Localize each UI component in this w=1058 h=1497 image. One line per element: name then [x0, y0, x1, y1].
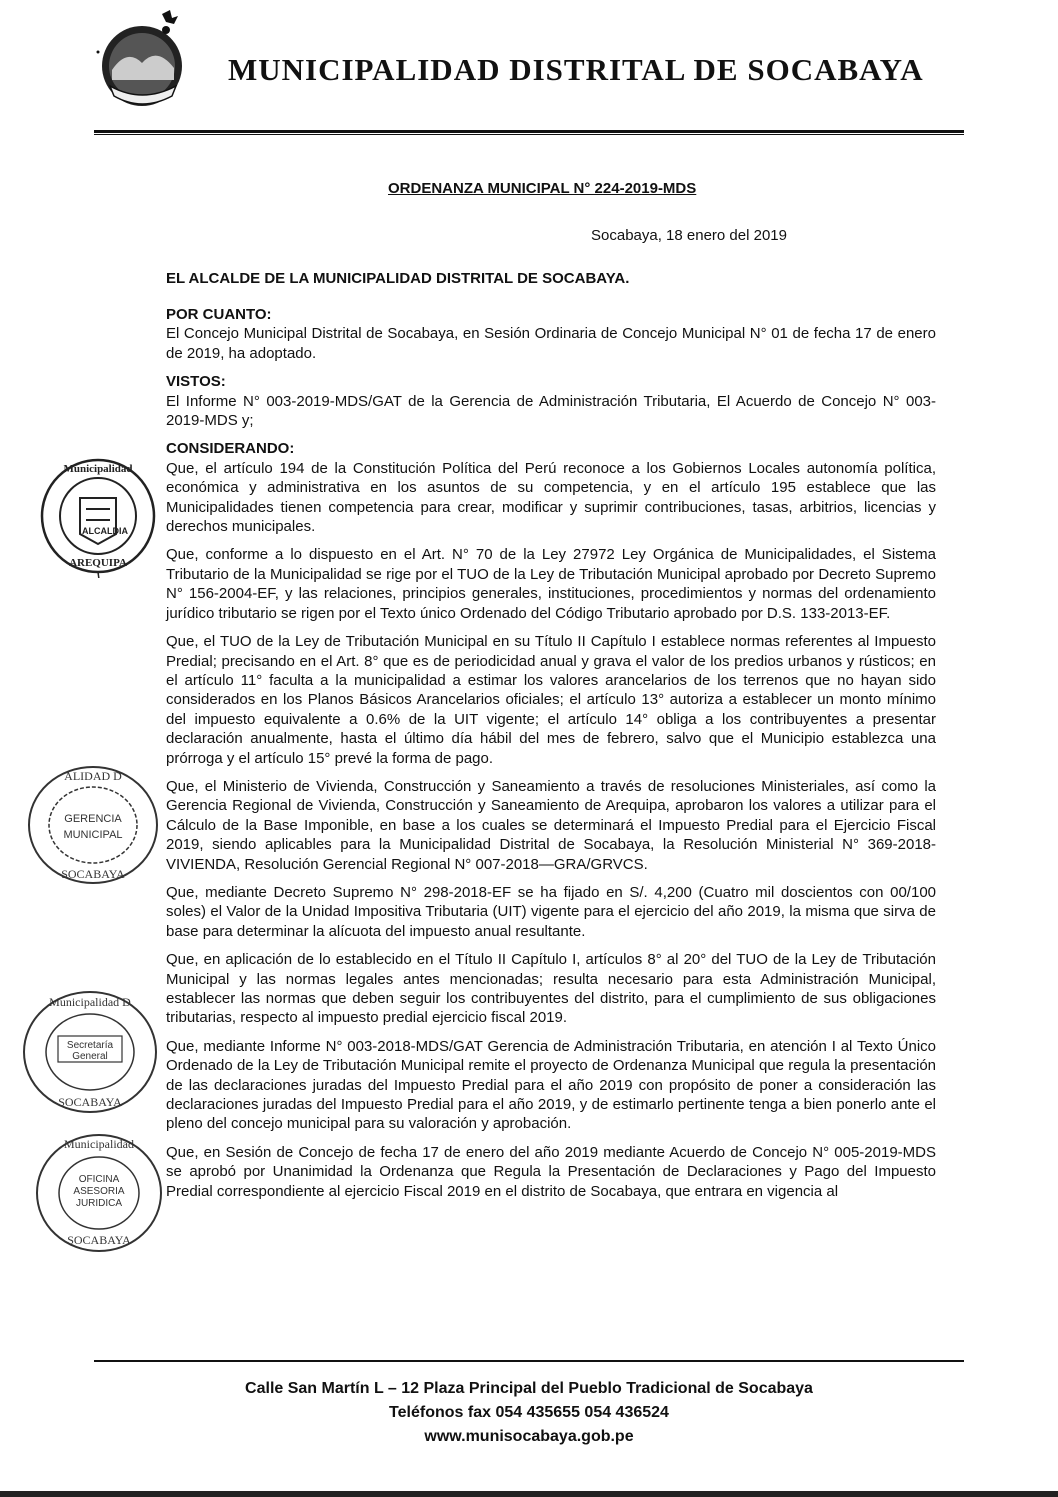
svg-text:Secretaría: Secretaría [66, 1040, 114, 1051]
svg-text:AREQUIPA: AREQUIPA [69, 557, 127, 569]
svg-text:OFICINA: OFICINA [78, 1174, 120, 1185]
footer-website: www.munisocabaya.gob.pe [424, 1428, 634, 1445]
svg-text:Municipalidad: Municipalidad [63, 463, 133, 475]
footer-address: Calle San Martín L – 12 Plaza Principal del Pueblo Tradicional de Socabaya [245, 1380, 813, 1397]
considerando-paragraph: Que, mediante Informe N° 003-2018-MDS/GAT Gerencia de Administración Tributaria, en atención I al Texto Único Ordenado de la Ley de Tributación Municipal remite el proyecto de Ordenanza Municipal que regula la presentación de las declaraciones juradas del Impuesto Predial para el año 2019 con propósito de poner a consideración las declaraciones juradas del Impuesto Predial para el año 2019, y de estimarlo pertinente tenga a bien ponerlo ante el pleno del concejo municipal para su valoración y aprobación. [166, 1037, 936, 1133]
svg-text:ALIDAD D: ALIDAD D [64, 769, 122, 783]
ordinance-date: Socabaya, 18 enero del 2019 [591, 227, 787, 244]
municipality-header-title: MUNICIPALIDAD DISTRITAL DE SOCABAYA [228, 52, 924, 87]
svg-text:Municipalidad D: Municipalidad D [49, 995, 131, 1009]
issuer-line: EL ALCALDE DE LA MUNICIPALIDAD DISTRITAL DE SOCABAYA. [166, 270, 630, 287]
document-body [166, 305, 936, 1210]
stamp-alcaldia [36, 454, 160, 578]
considerando-paragraph: Que, conforme a lo dispuesto en el Art. N° 70 de la Ley 27972 Ley Orgánica de Municipalidades, el Sistema Tributario de la Municipalidad se rige por el TUO de la Ley de Tributación Municipal aprobado por Decreto Supremo N° 156-2004-EF, y las relaciones, principios generales, instituciones, procedimientos y normas del ordenamiento jurídico tributario se rigen por el Texto único Ordenado del Código Tributario aprobado por D.S. 133-2013-EF. [166, 546, 936, 622]
svg-text:General: General [72, 1051, 108, 1062]
svg-text:ALCALDIA: ALCALDIA [82, 526, 128, 536]
svg-text:JURIDICA: JURIDICA [75, 1198, 123, 1209]
svg-text:ASESORIA: ASESORIA [73, 1186, 125, 1197]
svg-text:SOCABAYA: SOCABAYA [67, 1233, 131, 1247]
section-heading-considerando: CONSIDERANDO: [166, 440, 295, 458]
por-cuanto-text: El Concejo Municipal Distrital de Socabaya, en Sesión Ordinaria de Concejo Municipal N° 01 de fecha 17 de enero de 2019, ha adoptado. [166, 325, 936, 362]
considerando-paragraph: Que, el Ministerio de Vivienda, Construcción y Saneamiento a través de resoluciones Ministeriales, así como la Gerencia Regional de Vivienda, Construcción y Saneamiento de Arequipa, aprobaron los valores a utilizar para el Cálculo de la Base Imponible, en base a los cuales se determinará el Impuesto Predial para el Ejercicio Fiscal 2019, siendo aplicables para la Municipalidad Distrital de Socabaya, la Resolución Ministerial N° 369-2018-VIVIENDA, Resolución Gerencial Regional N° 007-2018—GRA/GRVCS. [166, 777, 936, 873]
considerando-paragraph: Que, en Sesión de Concejo de fecha 17 de enero del año 2019 mediante Acuerdo de Concejo N° 005-2019-MDS se aprobó por Unanimidad la Ordenanza que Regula la Presentación de Declaraciones y Pago del Impuesto Predial correspondiente al ejercicio Fiscal 2019 en el distrito de Socabaya, que entrara en vigencia al [166, 1143, 936, 1200]
svg-text:SOCABAYA: SOCABAYA [58, 1095, 122, 1109]
stamp-secretaria-general [14, 984, 166, 1120]
considerando-paragraph: Que, en aplicación de lo establecido en el Título II Capítulo I, artículos 8° al 20° del TUO de la Ley de Tributación Municipal y las normas legales antes mencionadas; resulta necesario para esta Administración Municipal, establecer las normas que deben seguir los contribuyentes del distrito, para el cumplimiento de sus obligaciones tributarias, respecto al impuesto predial ejercicio fiscal 2019. [166, 951, 936, 1027]
considerando-paragraph: Que, el artículo 194 de la Constitución Política del Perú reconoce a los Gobiernos Locales autonomía política, económica y administrativa en los asuntos de su competencia, y en el artículo 195 establece que las Municipalidades tienen competencia para crear, modificar y suprimir contribuciones, tasas, arbitrios, licencias y derechos municipales. [166, 459, 936, 536]
svg-text:GERENCIA: GERENCIA [64, 813, 122, 825]
section-heading-por-cuanto: POR CUANTO: [166, 306, 272, 323]
stamp-asesoria-juridica [30, 1128, 168, 1258]
header-divider [94, 130, 964, 133]
footer [0, 1377, 1058, 1449]
considerando-paragraph: Que, el TUO de la Ley de Tributación Municipal en su Título II Capítulo I establece normas referentes al Impuesto Predial; precisando en el Art. 8° que es de periodicidad anual y grava el valor de los predios urbanos y rústicos; en el artículo 11° faculta a la municipalidad a estimar los valores arancelarios de los terrenos que no hayan sido considerados en los Planos Básicos Arancelarios oficiales; el artículo 13° autoriza a establecer un monto mínimo del impuesto equivalente a 0.6% de la UIT vigente; el artículo 14° obliga a los contribuyentes a presentar declaración anualmente, hasta el último día hábil del mes de febrero, salvo que el Municipio establezca una prórroga y el artículo 15° prevé la forma de pago. [166, 633, 936, 767]
ordinance-title: ORDENANZA MUNICIPAL N° 224-2019-MDS [388, 180, 697, 197]
svg-text:Municipalidad: Municipalidad [64, 1137, 134, 1151]
svg-text:MUNICIPAL: MUNICIPAL [63, 829, 123, 841]
section-heading-vistos: VISTOS: [166, 373, 226, 391]
considerando-paragraph: Que, mediante Decreto Supremo N° 298-2018-EF se ha fijado en S/. 4,200 (Cuatro mil doscientos con 00/100 soles) el Valor de la Unidad Impositiva Tributaria (UIT) vigente para el ejercicio del año 2019, la misma que sirva de base para determinar la alícuota del impuesto anual resultante. [166, 883, 936, 940]
stamp-gerencia-municipal [20, 760, 166, 890]
municipal-logo [92, 8, 200, 116]
footer-phones: Teléfonos fax 054 435655 054 436524 [389, 1404, 669, 1421]
svg-text:SOCABAYA: SOCABAYA [61, 867, 125, 881]
footer-divider [94, 1360, 964, 1362]
vistos-text: El Informe N° 003-2019-MDS/GAT de la Gerencia de Administración Tributaria, El Acuerdo de Concejo N° 003-2019-MDS y; [166, 392, 936, 430]
header-divider-thin [94, 134, 964, 135]
scan-edge [0, 1491, 1058, 1497]
